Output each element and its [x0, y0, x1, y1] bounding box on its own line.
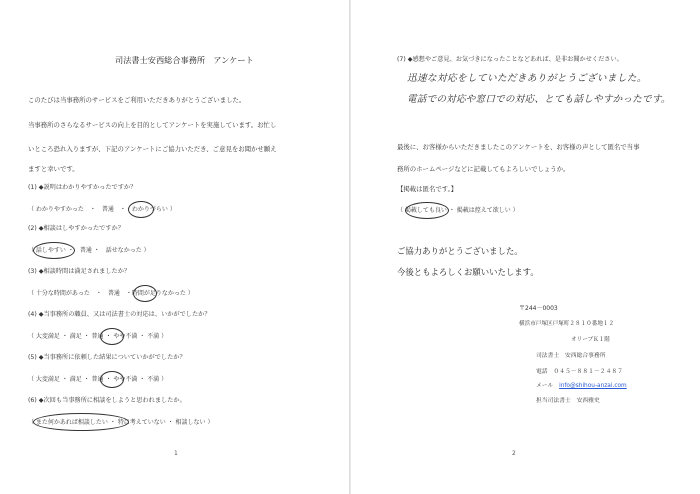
question-6: (6) ◆次回も当事務所に相談をしようと思われましたか。	[28, 397, 186, 404]
page-2	[351, 0, 700, 494]
answer-circle-q1	[128, 201, 154, 218]
answer-circle-publication	[405, 202, 449, 219]
page-number-1: 1	[174, 450, 178, 457]
question-4: (4) ◆当事務所の職員、又は司法書士の対応は、いかがでしたか？	[28, 311, 211, 318]
question-5: (5) ◆当事務所に依頼した結果についていかがでしたか？	[28, 354, 186, 361]
postal-code: 〒244－0003	[519, 305, 558, 312]
question-4-options: （ 大変満足 ・ 満足 ・ 普通 ・ やや不満 ・ 不満 ）	[28, 333, 168, 340]
question-5-options: （ 大変満足 ・ 満足 ・ 普通 ・ やや不満 ・ 不満 ）	[28, 376, 168, 383]
question-3-options: （ 十分な時間があった ・ 普通 ・時間が足りなかった ）	[28, 290, 194, 297]
answer-circle-q2	[33, 242, 75, 259]
question-7: (7) ◆感想やご意見、お気づきになったことなどあれば、是非お聞かせください。	[397, 56, 623, 63]
intro-line-3: いところ恐れ入りますが、下記のアンケートにご協力いただき、ご意見をお聞かせ願え	[28, 145, 277, 153]
intro-line-2: 当事務所のさらなるサービスの向上を目的としてアンケートを実施しています。お忙し	[28, 121, 277, 129]
email-link[interactable]: info@shihou-anzai.com	[559, 383, 627, 389]
office-email-row	[536, 384, 627, 390]
answer-circle-q6	[33, 413, 129, 431]
survey-title: 司法書士安西総合事務所 アンケート	[115, 55, 254, 65]
question-2-options: （ 話しやすい ・ 普通 ・ 話せなかった ）	[28, 247, 150, 254]
anonymous-note: 【掲載は匿名です。】	[397, 185, 458, 193]
page-number-2: 2	[512, 450, 516, 457]
answer-circle-q3	[133, 285, 157, 302]
email-label: メール	[536, 383, 560, 389]
thanks-line-1: ご協力ありがとうございました。	[397, 246, 523, 256]
question-6-options: （ また何かあれば相談したい ・ 特に考えていない ・ 相談しない ）	[28, 419, 214, 426]
question-1-options: （ わかりやすかった ・ 普通 ・ わかりづらい ）	[28, 206, 176, 213]
intro-line-4: ますと幸いです。	[28, 165, 79, 173]
office-name: 司法書士 安西総合事務所	[536, 353, 606, 359]
question-3: (3) ◆相談時間は満足されましたか？	[28, 268, 131, 275]
answer-circle-q5	[100, 371, 124, 388]
question-2: (2) ◆相談はしやすかったですか？	[28, 225, 124, 232]
handwritten-comment-1: 迅速な対応をしていただきありがとうございました。	[407, 73, 647, 84]
question-1: (1) ◆説明はわかりやすかったですか？	[28, 184, 137, 191]
handwritten-comment-2: 電話での対応や窓口での対応、とても話しやすかったです。	[407, 94, 671, 105]
intro-line-1: このたびは当事務所のサービスをご利用いただきありがとうございました。	[28, 96, 246, 104]
answer-circle-q4	[100, 328, 124, 345]
address-line-2: オリーブＫ１階	[571, 337, 610, 343]
person-in-charge: 担当司法書士 安西雅史	[536, 398, 600, 404]
consent-line-2: 務所のホームページなどに記載してもよろしいでしょうか。	[397, 165, 570, 173]
address-line-1: 横浜市戸塚区戸塚町２８１０番地１２	[519, 321, 615, 327]
publication-choice: （ 掲載しても良い ・ 掲載は控えて欲しい ）	[397, 207, 519, 214]
office-phone: 電話 ０４５－８８１－２４８７	[536, 369, 623, 375]
thanks-line-2: 今後ともよろしくお願いいたします。	[397, 267, 539, 277]
consent-line-1: 最後に、お客様からいただきましたこのアンケートを、お客様の声として匿名で当事	[397, 143, 640, 151]
